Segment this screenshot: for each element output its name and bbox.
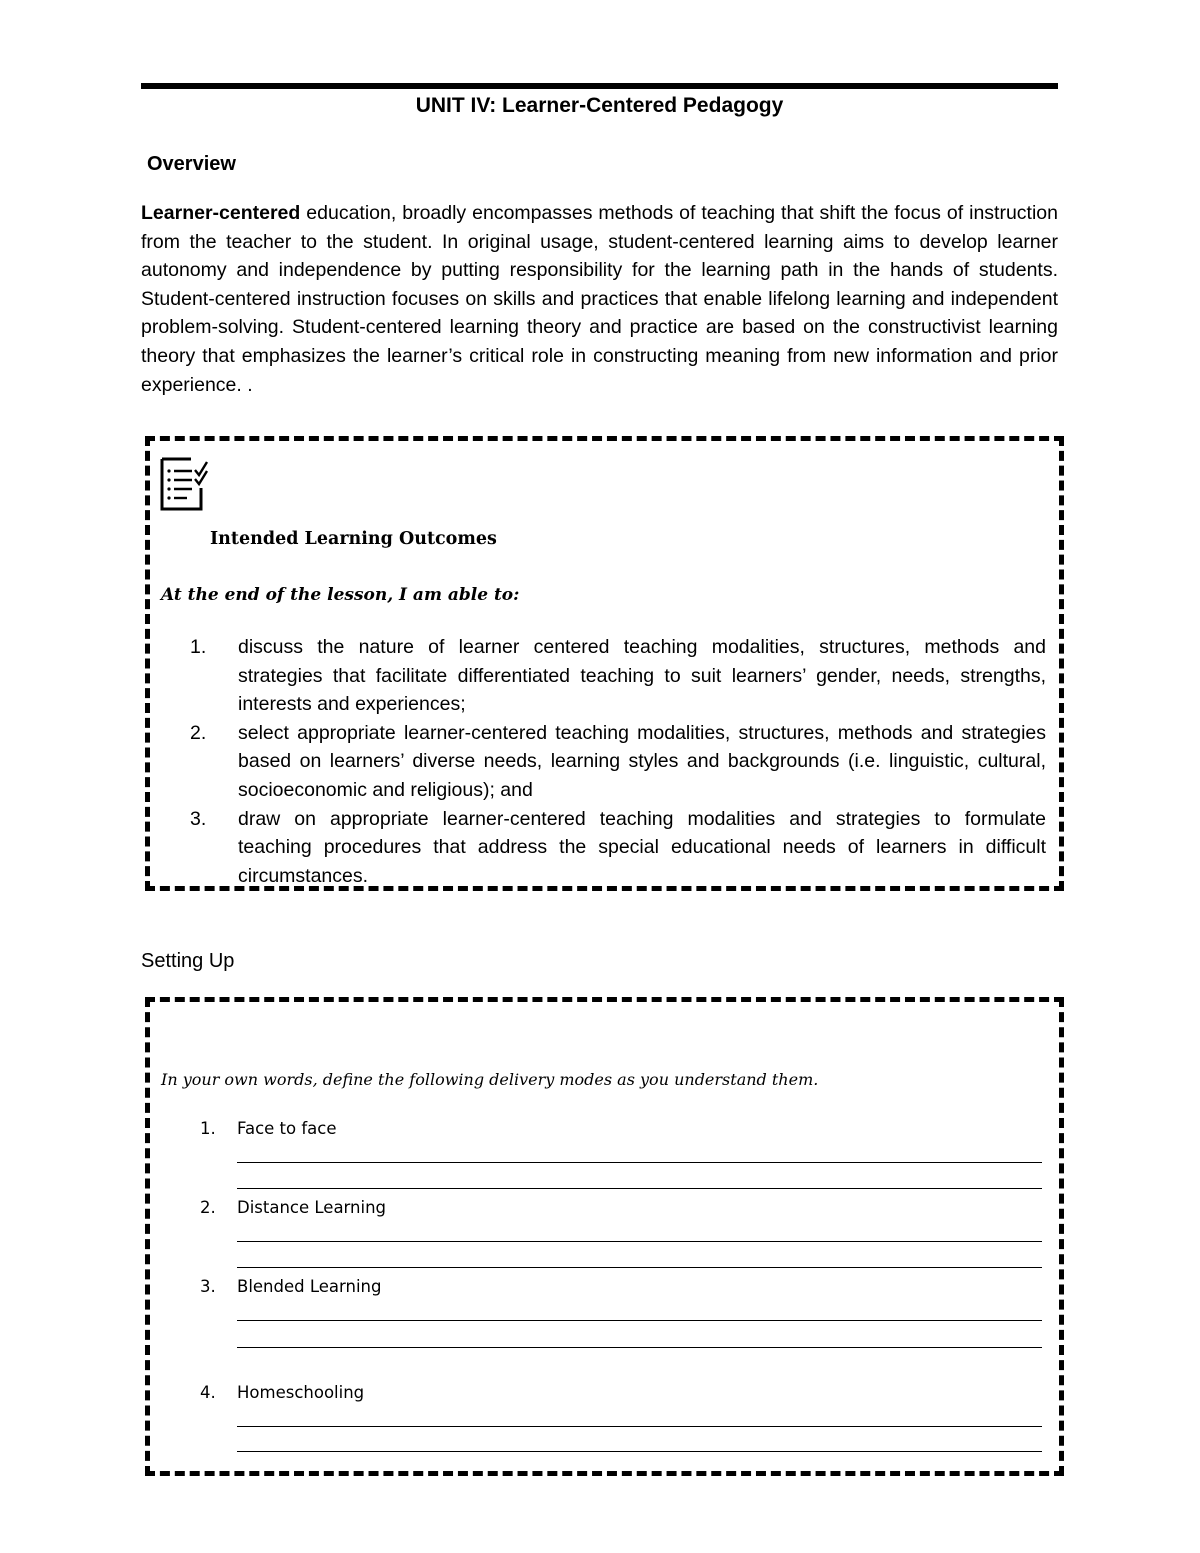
- mode-label: Homeschooling: [237, 1383, 365, 1402]
- mode-number: 3.: [200, 1277, 216, 1296]
- page-title: UNIT IV: Learner-Centered Pedagogy: [415, 94, 784, 117]
- outcome-text: select appropriate learner-centered teaching modalities, structures, methods and strategies based on learners’ diverse needs, learning styles and backgrounds (i.e. linguistic, cultural, socioeconomic and religious); and: [238, 721, 1046, 801]
- outcome-item: [190, 633, 1046, 719]
- outcome-number: 2.: [190, 721, 207, 744]
- overview-lead-term: Learner-centered: [141, 202, 301, 224]
- answer-line[interactable]: [237, 1426, 1042, 1427]
- answer-line[interactable]: [237, 1451, 1042, 1452]
- mode-number: 1.: [200, 1119, 216, 1138]
- mode-label: Blended Learning: [237, 1277, 382, 1296]
- answer-line[interactable]: [237, 1241, 1042, 1242]
- answer-line[interactable]: [237, 1320, 1042, 1321]
- outcome-text: draw on appropriate learner-centered teaching modalities and strategies to formulate teaching procedures that address the special educational needs of learners in difficult circumstances.: [238, 807, 1046, 887]
- answer-line[interactable]: [237, 1188, 1042, 1189]
- checklist-document-icon: [159, 456, 211, 512]
- outcome-item: [190, 719, 1046, 805]
- setting-up-box: [145, 997, 1064, 1476]
- overview-body: education, broadly encompasses methods of teaching that shift the focus of instruction from the teacher to the student. In original usage, student-centered learning aims to develop learner autonomy and independence by putting responsibility for the learning path in the hands of students. Student-centered instruction focuses on skills and practices that enable lifelong learning and independent problem-solving. Student-centered learning theory and practice are based on the constructivist learning theory that emphasizes the learner’s critical role in constructing meaning from new information and prior experience. .: [141, 202, 1058, 396]
- learning-outcomes-box: [145, 436, 1064, 891]
- outcome-number: 1.: [190, 636, 207, 658]
- overview-paragraph: [141, 199, 1058, 399]
- outcomes-subtitle: At the end of the lesson, I am able to:: [161, 585, 520, 605]
- setting-up-prompt: In your own words, define the following delivery modes as you understand them.: [161, 1070, 819, 1089]
- outcome-item: [190, 805, 1046, 891]
- outcomes-title: Intended Learning Outcomes: [210, 529, 497, 549]
- setting-up-heading: Setting Up: [141, 950, 235, 972]
- mode-label: Face to face: [237, 1119, 337, 1138]
- outcomes-list: [190, 633, 1046, 890]
- answer-line[interactable]: [237, 1162, 1042, 1163]
- mode-number: 2.: [200, 1198, 216, 1217]
- mode-number: 4.: [200, 1383, 216, 1402]
- overview-heading: Overview: [147, 153, 236, 175]
- top-rule: [141, 83, 1058, 89]
- answer-line[interactable]: [237, 1267, 1042, 1268]
- answer-line[interactable]: [237, 1347, 1042, 1348]
- outcome-text: discuss the nature of learner centered teaching modalities, structures, methods and strategies that facilitate differentiated teaching to suit learners’ gender, needs, strengths, interests and experiences;: [238, 636, 1046, 716]
- mode-label: Distance Learning: [237, 1198, 387, 1217]
- outcome-number: 3.: [190, 807, 207, 830]
